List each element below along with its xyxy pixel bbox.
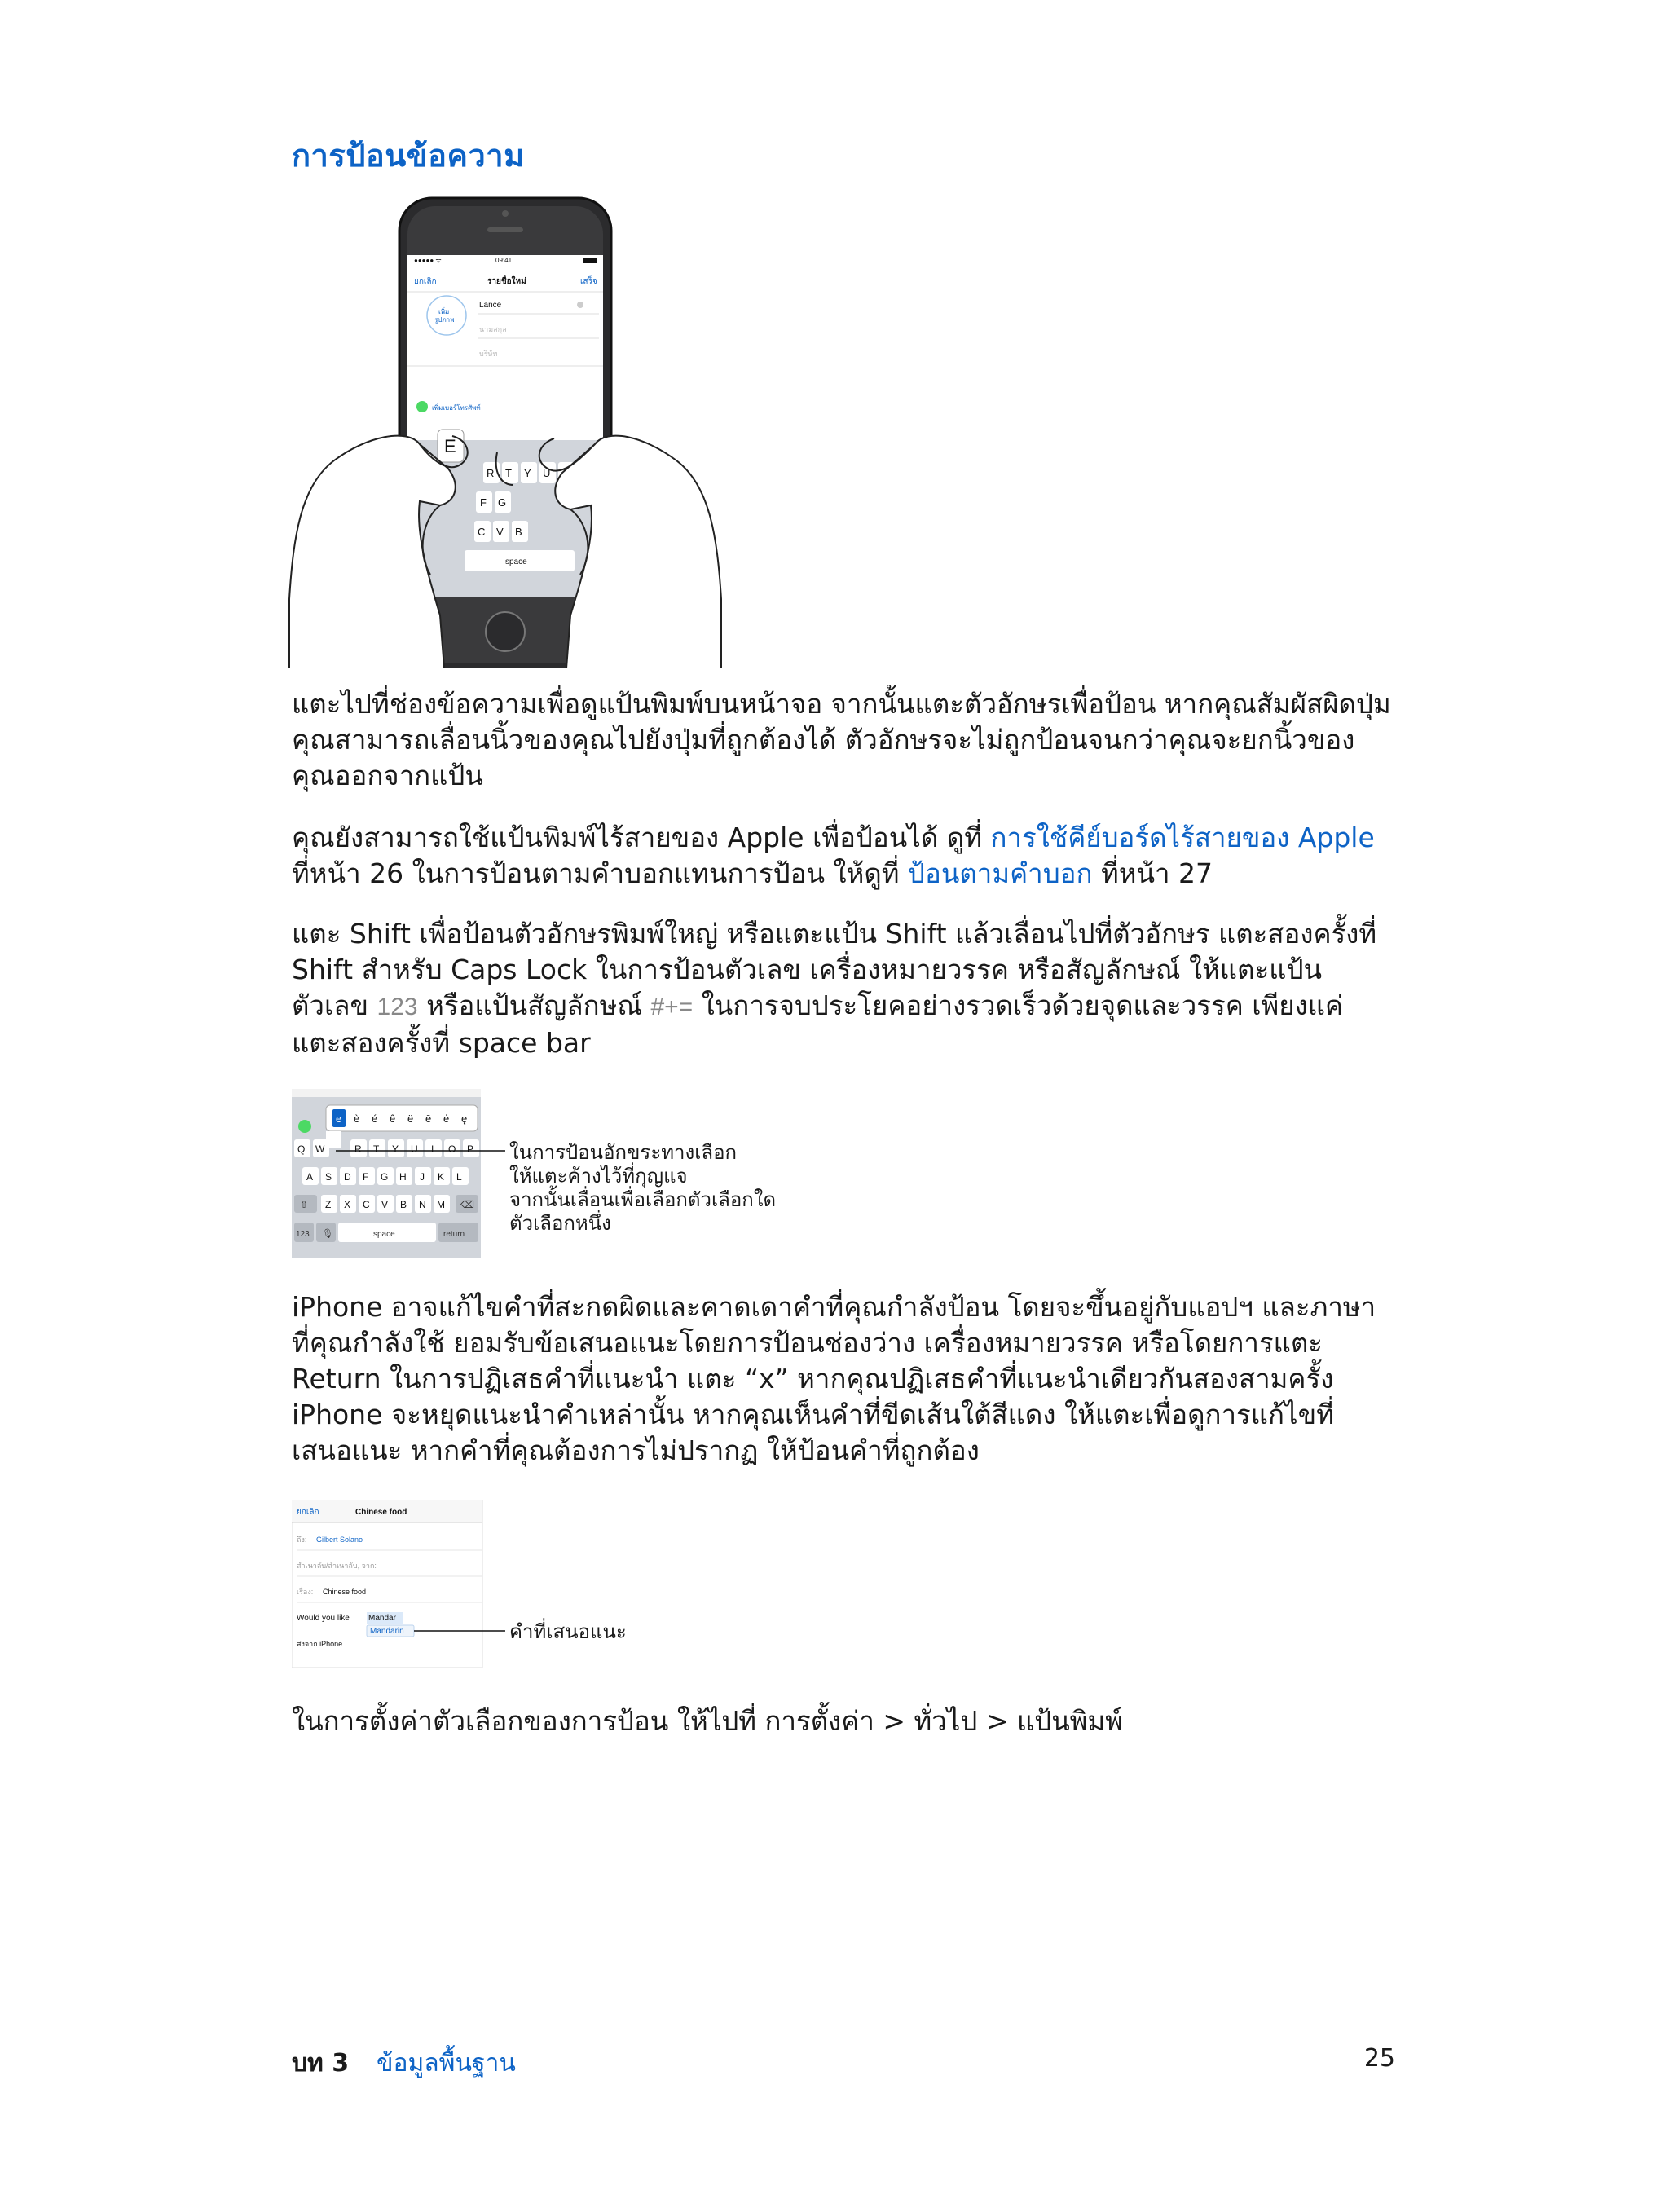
para2-text-2: ที่หน้า 26 ในการป้อนตามคำบอกแทนการป้อน ให้ดูที่ xyxy=(292,857,909,889)
typed-word: Mandar xyxy=(368,1614,396,1623)
done-link: เสร็จ xyxy=(580,277,597,286)
svg-text:é: é xyxy=(372,1113,378,1125)
svg-text:S: S xyxy=(325,1171,332,1183)
svg-text:W: W xyxy=(315,1143,325,1155)
svg-text:●●●●● ᯤ: ●●●●● ᯤ xyxy=(414,257,442,264)
section-heading: การป้อนข้อความ xyxy=(292,138,525,174)
space-key: space xyxy=(505,557,527,566)
dictation-link[interactable]: ป้อนตามคำบอก xyxy=(908,857,1093,889)
svg-text:V: V xyxy=(381,1199,389,1210)
svg-text:L: L xyxy=(456,1171,462,1183)
cc-label: สำเนาลับ/สำเนาลับ, จาก: xyxy=(297,1562,377,1570)
svg-text:R: R xyxy=(354,1143,362,1155)
svg-text:D: D xyxy=(344,1171,351,1183)
svg-text:ē: ē xyxy=(425,1113,432,1125)
svg-text:K: K xyxy=(438,1171,445,1183)
wireless-keyboard-link[interactable]: การใช้คีย์บอร์ดไร้สายของ Apple xyxy=(990,822,1375,853)
svg-text:O: O xyxy=(448,1143,456,1155)
svg-text:V: V xyxy=(496,526,504,538)
svg-text:U: U xyxy=(411,1143,418,1155)
paragraph-1: แตะไปที่ช่องข้อความเพื่อดูแป้นพิมพ์บนหน้าจอ จากนั้นแตะตัวอักษรเพื่อป้อน หากคุณสัมผัสผิดปุ่ม คุณสามารถเลื่อนนิ้วของคุณไปยังปุ่มที่ถูกต้องได้ ตัวอักษรจะไม่ถูกป้อนจนกว่าคุณจะยกนิ้วของคุณออกจากแป้น xyxy=(292,688,1391,791)
suggestion-bubble: Mandarin xyxy=(370,1627,404,1636)
kb-return-key: return xyxy=(443,1230,465,1239)
para3-text-1: แตะ Shift เพื่อป้อนตัวอักษรพิมพ์ใหญ่ หรือแตะแป้น Shift แล้วเลื่อนไปที่ตัวอักษร แตะสองครั้งที่ Shift สำหรับ Caps Lock ในการป้อนตัวเลข เครื่องหมายวรรค หรือสัญลักษณ์ ให้แตะแป้นตัวเลข xyxy=(292,918,1377,1021)
symbols-key-label: #+= xyxy=(650,994,694,1020)
svg-text:B: B xyxy=(515,526,522,538)
svg-text:G: G xyxy=(381,1171,389,1183)
svg-text:è: è xyxy=(354,1113,360,1125)
svg-text:ê: ê xyxy=(390,1113,396,1125)
to-value: Gilbert Solano xyxy=(316,1536,363,1544)
last-name-placeholder: นามสกุล xyxy=(479,325,507,333)
iphone-typing-illustration xyxy=(285,192,725,668)
svg-text:X: X xyxy=(344,1199,351,1210)
screen-title: รายชื่อใหม่ xyxy=(487,277,526,286)
add-photo-label-2: รูปภาพ xyxy=(434,316,455,324)
para3-text-3: ในการจบประโยคอย่างรวดเร็วด้วยจุดและวรรค เพียงแค่แตะสองครั้งที่ space bar xyxy=(292,989,1344,1059)
mail-cancel: ยกเลิก xyxy=(297,1508,319,1517)
paragraph-2 xyxy=(292,820,1392,892)
svg-text:N: N xyxy=(419,1199,426,1210)
svg-text:G: G xyxy=(498,496,507,509)
svg-text:J: J xyxy=(420,1171,425,1183)
cancel-link: ยกเลิก xyxy=(414,277,437,286)
subject-label: เรื่อง: xyxy=(297,1588,314,1596)
svg-text:B: B xyxy=(400,1199,407,1210)
suggestion-callout: คำที่เสนอแนะ xyxy=(509,1620,627,1643)
svg-text:ė: ė xyxy=(443,1113,450,1125)
first-name-value: Lance xyxy=(479,301,502,310)
svg-text:C: C xyxy=(478,526,486,538)
company-placeholder: บริษัท xyxy=(479,350,498,358)
svg-text:C: C xyxy=(363,1199,370,1210)
add-phone-label: เพิ่มเบอร์โทรศัพท์ xyxy=(432,404,481,412)
subject-value: Chinese food xyxy=(323,1588,367,1596)
sent-from: ส่งจาก iPhone xyxy=(297,1640,343,1648)
svg-text:F: F xyxy=(480,496,487,509)
keyboard-row-3 xyxy=(474,521,528,542)
para3-text-2: หรือแป้นสัญลักษณ์ xyxy=(417,989,651,1021)
svg-text:Y: Y xyxy=(524,467,531,479)
svg-text:I: I xyxy=(431,1143,434,1155)
svg-text:⌫: ⌫ xyxy=(460,1199,474,1210)
para2-text-3: ที่หน้า 27 xyxy=(1092,857,1213,889)
svg-text:M: M xyxy=(437,1199,445,1210)
to-label: ถึง: xyxy=(297,1536,307,1544)
svg-text:A: A xyxy=(306,1171,314,1183)
popup-key: E xyxy=(444,436,456,456)
footer-chapter: บท 3 xyxy=(292,2049,350,2078)
svg-text:ë: ë xyxy=(407,1113,414,1125)
svg-text:F: F xyxy=(363,1171,369,1183)
svg-text:Z: Z xyxy=(325,1199,332,1210)
kb-space-key: space xyxy=(373,1230,395,1239)
svg-text:🎙: 🎙 xyxy=(322,1229,333,1239)
paragraph-3 xyxy=(292,916,1392,1061)
numbers-key-label: 123 xyxy=(377,994,418,1020)
page-number: 25 xyxy=(1363,2044,1395,2073)
svg-text:⇧: ⇧ xyxy=(300,1199,309,1210)
para2-text-1: คุณยังสามารถใช้แป้นพิมพ์ไร้สายของ Apple เพื่อป้อนได้ ดูที่ xyxy=(292,822,991,853)
footer-chapter-title[interactable]: ข้อมูลพื้นฐาน xyxy=(377,2049,516,2078)
svg-text:H: H xyxy=(399,1171,407,1183)
body-text: Would you like xyxy=(297,1614,350,1623)
kb-123-key: 123 xyxy=(296,1230,310,1239)
svg-text:e: e xyxy=(336,1113,342,1125)
mail-suggestion-figure xyxy=(292,1500,781,1671)
accent-callout: ในการป้อนอักขระทางเลือก ให้แตะค้างไว้ที่กุญแจ จากนั้นเลื่อนเพื่อเลือกตัวเลือกใด ตัวเลือกหนึ่ง xyxy=(509,1141,777,1235)
svg-text:Y: Y xyxy=(392,1143,399,1155)
svg-text:T: T xyxy=(505,467,512,479)
svg-text:P: P xyxy=(467,1143,474,1155)
svg-text:U: U xyxy=(543,467,551,479)
add-photo-label-1: เพิ่ม xyxy=(438,308,450,315)
status-time: 09:41 xyxy=(495,257,513,264)
svg-text:ę: ę xyxy=(461,1113,468,1125)
svg-text:R: R xyxy=(487,467,495,479)
svg-text:T: T xyxy=(373,1143,380,1155)
mail-title: Chinese food xyxy=(355,1508,407,1517)
svg-text:Q: Q xyxy=(297,1143,306,1155)
paragraph-5: ในการตั้งค่าตัวเลือกของการป้อน ให้ไปที่ การตั้งค่า > ทั่วไป > แป้นพิมพ์ xyxy=(292,1705,1124,1737)
paragraph-4: iPhone อาจแก้ไขคำที่สะกดผิดและคาดเดาคำที่คุณกำลังป้อน โดยจะขึ้นอยู่กับแอปฯ และภาษาที่คุณกำลังใช้ ยอมรับข้อเสนอแนะโดยการป้อนช่องว่าง เครื่องหมายวรรค หรือโดยการแตะ Return ในการปฏิเสธคำที่แนะนำ แตะ “x” หากคุณปฏิเสธคำที่แนะนำเดียวกันสองสามครั้ง iPhone จะหยุดแนะนำคำเหล่านั้น หากคุณเห็นคำที่ขีดเส้นใต้สีแดง ให้แตะเพื่อดูการแก้ไขที่เสนอแนะ หากคำที่คุณต้องการไม่ปรากฏ ให้ป้อนคำที่ถูกต้อง xyxy=(292,1291,1376,1466)
kb-row-2 xyxy=(302,1167,469,1185)
